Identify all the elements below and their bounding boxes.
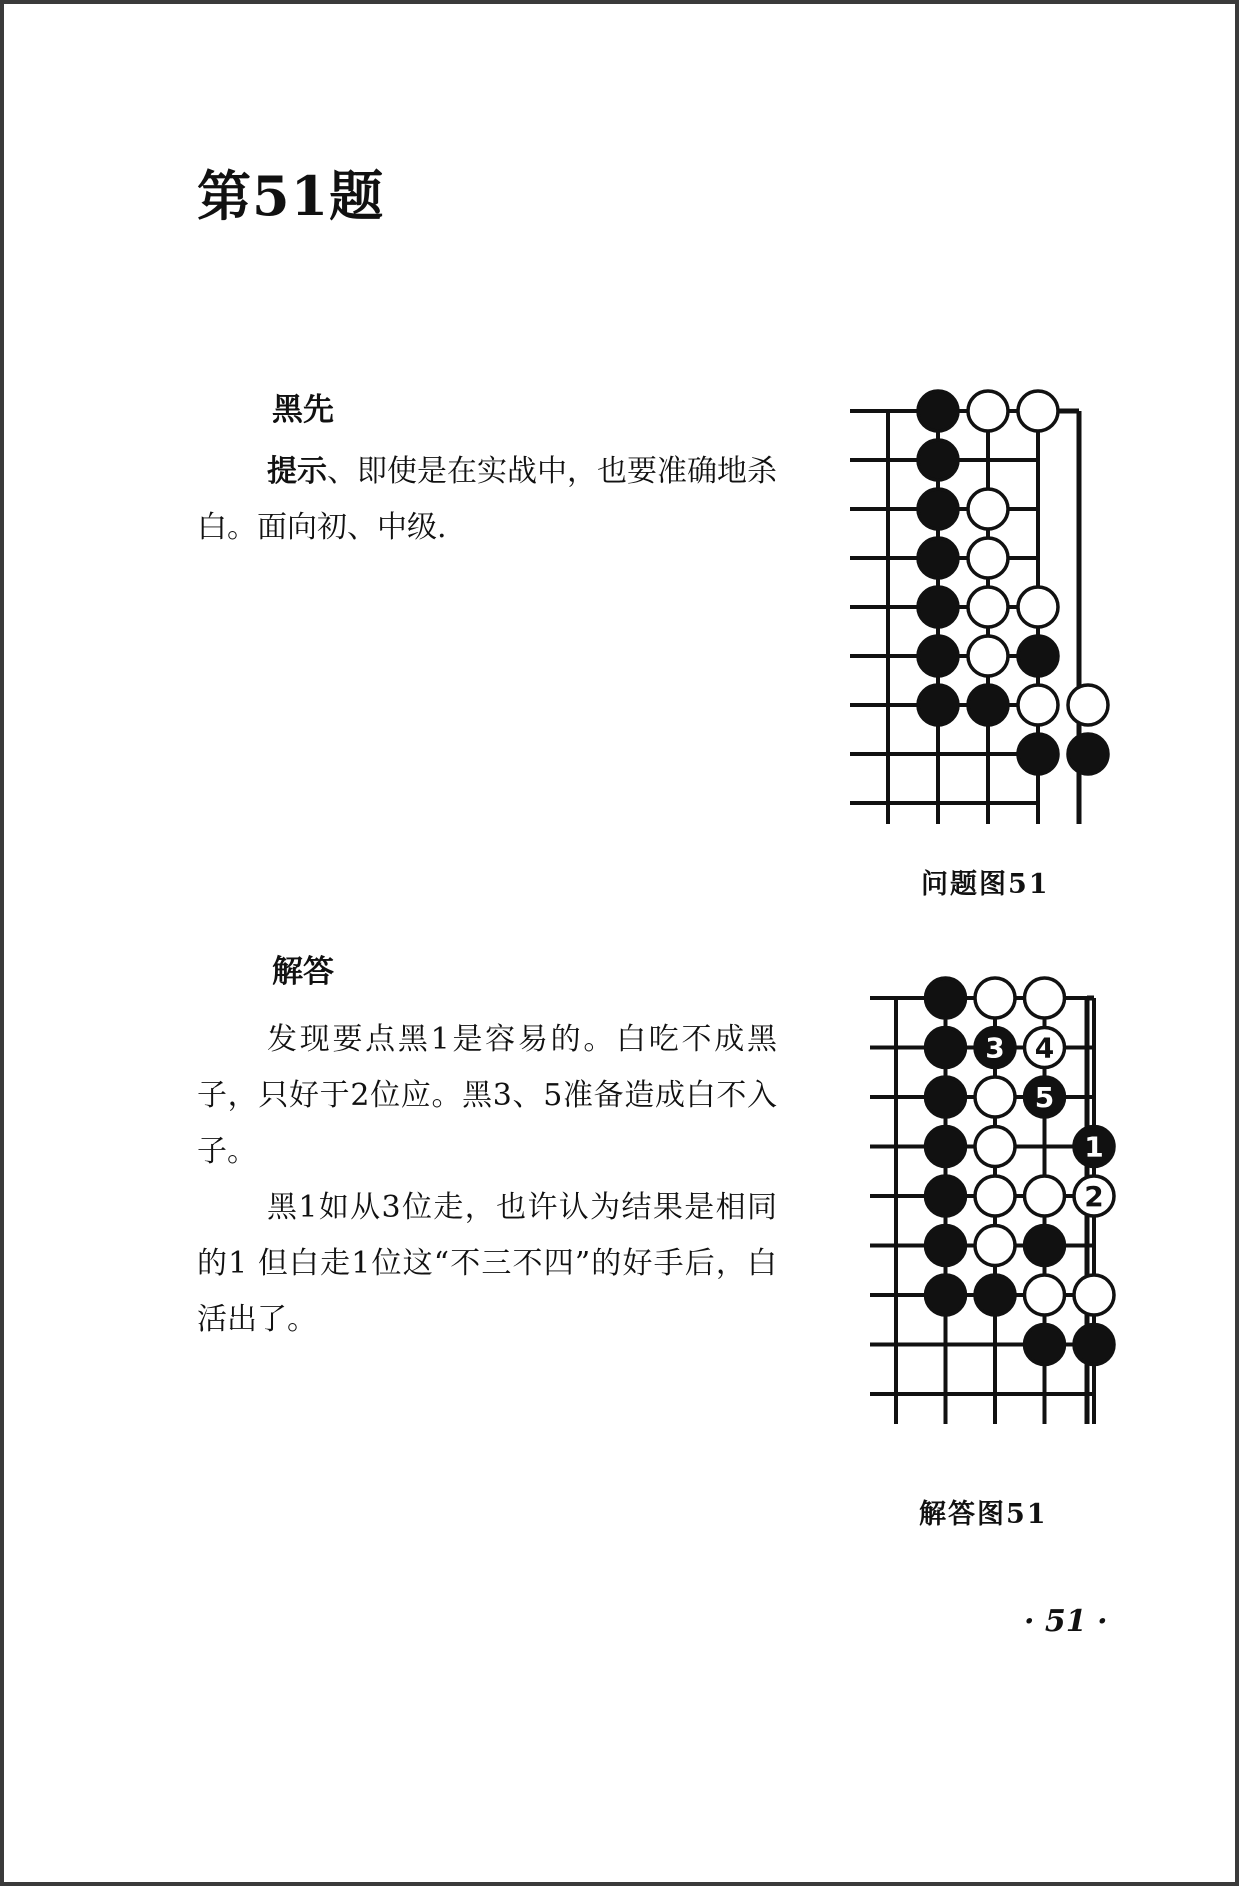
white-stone — [1018, 391, 1058, 431]
answer-paragraph-1: 发现要点黑1是容易的。白吃不成黑子，只好于2位应。黑3、5准备造成白不入子。 — [197, 1022, 777, 1169]
white-stone — [968, 391, 1008, 431]
white-stone — [1025, 1275, 1065, 1315]
stone-label: 4 — [1034, 1031, 1055, 1065]
stone-label: 2 — [1084, 1180, 1104, 1213]
stone-label: 3 — [985, 1031, 1005, 1065]
white-stone — [1074, 1275, 1114, 1315]
white-stone — [968, 636, 1008, 676]
problem-label: 黑先 — [272, 392, 334, 428]
black-stone — [918, 636, 958, 676]
white-stone — [968, 489, 1008, 529]
black-stone — [918, 538, 958, 578]
black-stone — [918, 587, 958, 627]
page-title: 第51题 — [197, 164, 385, 228]
black-stone — [926, 1028, 966, 1068]
white-stone — [968, 587, 1008, 627]
answer-label: 解答 — [272, 954, 334, 990]
black-stone — [926, 1275, 966, 1315]
black-stone — [926, 1176, 966, 1216]
black-stone — [926, 978, 966, 1018]
black-stone — [1025, 1226, 1065, 1266]
black-stone — [1018, 636, 1058, 676]
white-stone — [975, 1127, 1015, 1167]
hint-text: 、即使是在实战中，也要准确地杀白。面向初、中级. — [197, 454, 777, 545]
black-stone — [1018, 734, 1058, 774]
white-stone — [1018, 587, 1058, 627]
stone-label: 5 — [1034, 1081, 1055, 1114]
problem-board — [4, 4, 1235, 1882]
white-stone — [968, 538, 1008, 578]
white-stone — [975, 1226, 1015, 1266]
white-stone — [975, 1077, 1015, 1117]
black-stone — [926, 1127, 966, 1167]
white-stone — [1068, 685, 1108, 725]
white-stone — [1018, 685, 1058, 725]
page-number: · 51 · — [1024, 1604, 1108, 1639]
stone-label: 1 — [1084, 1130, 1104, 1164]
white-stone — [975, 1176, 1015, 1216]
black-stone — [1068, 734, 1108, 774]
black-stone — [918, 685, 958, 725]
black-stone — [918, 440, 958, 480]
black-stone — [926, 1077, 966, 1117]
white-stone — [975, 978, 1015, 1018]
hint-label: 提示 — [267, 454, 327, 489]
answer-caption: 解答图51 — [919, 1499, 1048, 1530]
black-stone — [918, 391, 958, 431]
black-stone — [968, 685, 1008, 725]
black-stone — [926, 1226, 966, 1266]
black-stone — [918, 489, 958, 529]
black-stone — [1074, 1325, 1114, 1365]
white-stone — [1025, 978, 1065, 1018]
book-page — [4, 4, 1235, 1882]
answer-paragraph-2: 黑1如从3位走，也许认为结果是相同的1 但白走1位这“不三不四”的好手后，白活出了。 — [197, 1190, 777, 1337]
white-stone — [1025, 1176, 1065, 1216]
black-stone — [1025, 1325, 1065, 1365]
problem-caption: 问题图51 — [921, 869, 1050, 900]
black-stone — [975, 1275, 1015, 1315]
